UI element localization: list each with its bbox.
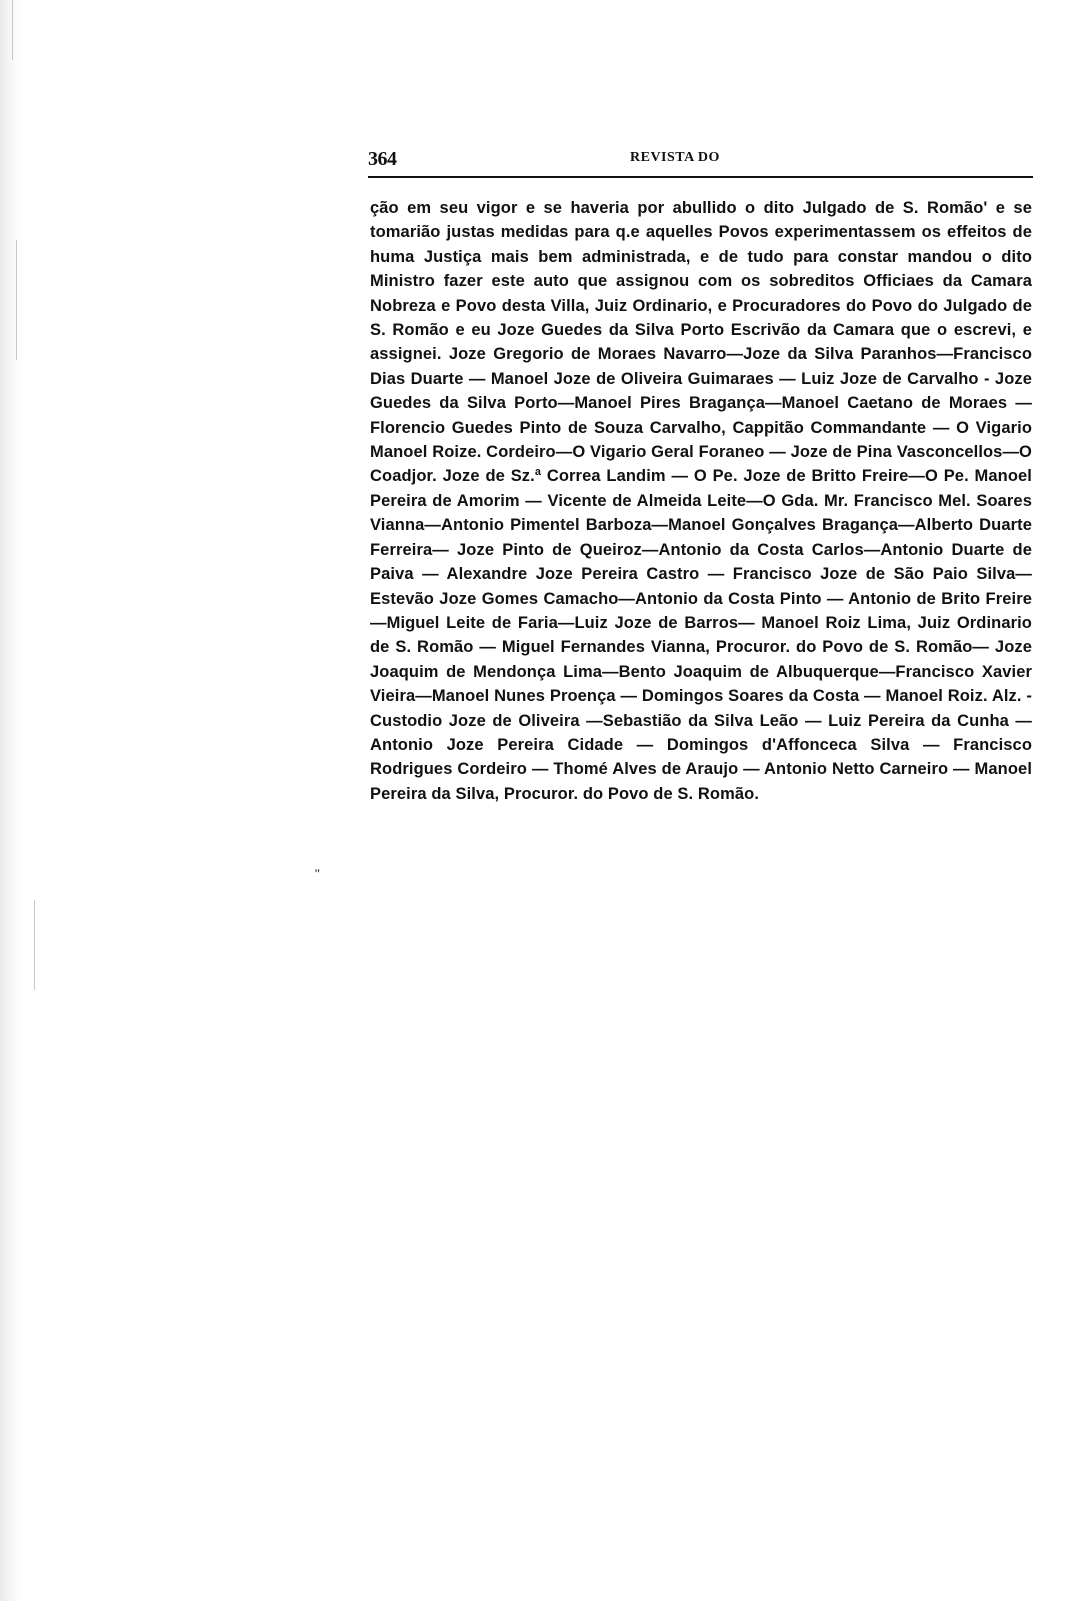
- scan-edge-line: [16, 240, 17, 360]
- scan-edge-line: [12, 0, 13, 60]
- header-rule: [368, 176, 1033, 178]
- margin-mark: ": [314, 866, 321, 880]
- running-head: REVISTA DO: [630, 150, 720, 165]
- page-header: [368, 144, 1033, 172]
- scan-edge-line: [34, 900, 35, 990]
- page-number: 364: [368, 148, 397, 170]
- body-paragraph: ção em seu vigor e se haveria por abullido o dito Julgado de S. Romão' e se tomarião justas medidas para q.e aquelles Povos experimentassem os effeitos de huma Justiça mais bem administrada, e de tudo para constar mandou o dito Ministro fazer este auto que assignou com os sobreditos Officiaes da Camara Nobreza e Povo desta Villa, Juiz Ordinario, e Procuradores do Povo do Julgado de S. Romão e eu Joze Guedes da Silva Porto Escrivão da Camara que o escrevi, e assignei. Joze Gregorio de Moraes Navarro—Joze da Silva Paranhos—Francisco Dias Duarte — Manoel Joze de Oliveira Guimaraes — Luiz Joze de Carvalho - Joze Guedes da Silva Porto—Manoel Pires Bragança—Manoel Caetano de Moraes — Florencio Guedes Pinto de Souza Carvalho, Cappitão Commandante — O Vigario Manoel Roize. Cordeiro—O Vigario Geral Foraneo — Joze de Pina Vasconcellos—O Coadjor. Joze de Sz.ª Correa Landim — O Pe. Joze de Britto Freire—O Pe. Manoel Pereira de Amorim — Vicente de Almeida Leite—O Gda. Mr. Francisco Mel. Soares Vianna—Antonio Pimentel Barboza—Manoel Gonçalves Bragança—Alberto Duarte Ferreira— Joze Pinto de Queiroz—Antonio da Costa Carlos—Antonio Duarte de Paiva — Alexandre Joze Pereira Castro — Francisco Joze de São Paio Silva— Estevão Joze Gomes Camacho—Antonio da Costa Pinto — Antonio de Brito Freire—Miguel Leite de Faria—Luiz Joze de Barros— Manoel Roiz Lima, Juiz Ordinario de S. Romão — Miguel Fernandes Vianna, Procuror. do Povo de S. Romão— Joze Joaquim de Mendonça Lima—Bento Joaquim de Albuquerque—Francisco Xavier Vieira—Manoel Nunes Proença — Domingos Soares da Costa — Manoel Roiz. Alz. - Custodio Joze de Oliveira —Sebastião da Silva Leão — Luiz Pereira da Cunha — Antonio Joze Pereira Cidade — Domingos d'Affonceca Silva — Francisco Rodrigues Cordeiro — Thomé Alves de Araujo — Antonio Netto Carneiro — Manoel Pereira da Silva, Procuror. do Povo de S. Romão.: [370, 199, 1032, 803]
- scan-edge-shadow: [0, 0, 24, 1601]
